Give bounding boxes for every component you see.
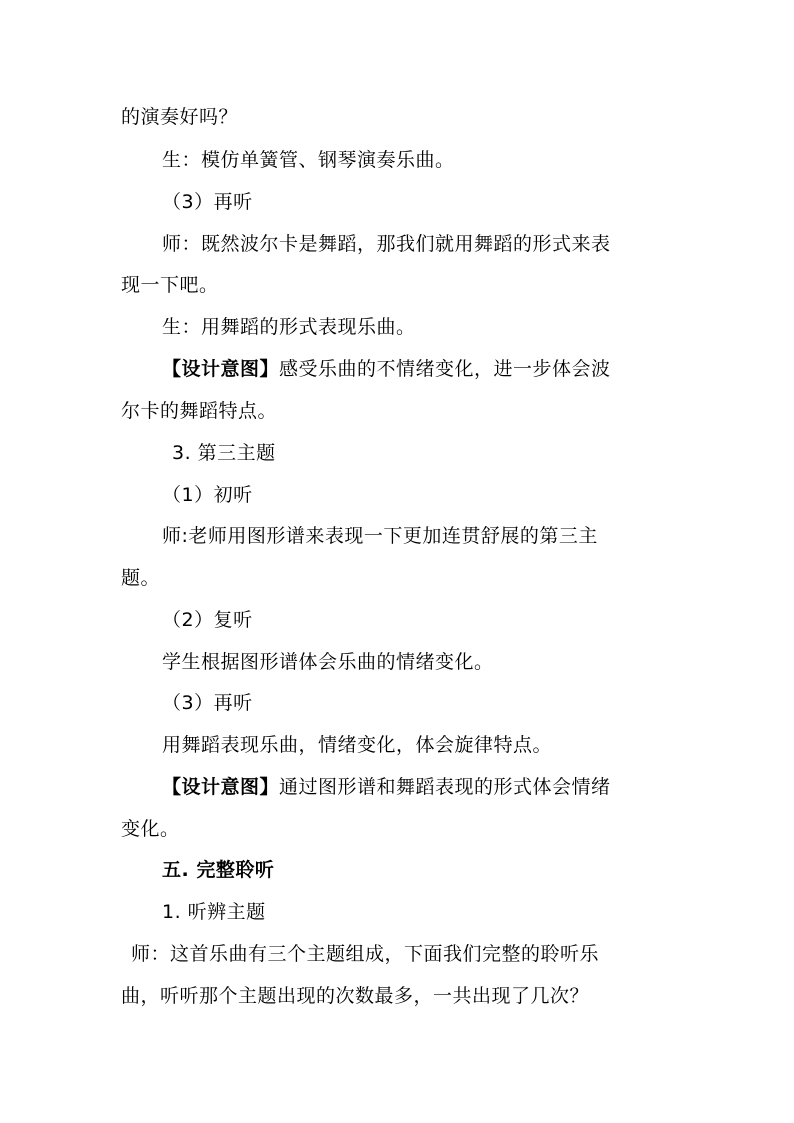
text-line-18: 变化。 <box>121 818 180 840</box>
text-line-8: 尔卡的舞蹈特点。 <box>121 400 278 422</box>
design-intent-line-2 <box>162 774 611 800</box>
text-line-5: 现一下吧。 <box>121 274 219 296</box>
text-line-4: 师：既然波尔卡是舞蹈，那我们就用舞蹈的形式来表 <box>162 233 611 255</box>
text-line-11: 师:老师用图形谱来表现一下更加连贯舒展的第三主 <box>162 525 598 547</box>
design-intent-text: 通过图形谱和舞蹈表现的形式体会情绪 <box>279 776 611 798</box>
design-intent-label: 【设计意图】 <box>162 358 280 380</box>
text-line-1: 的演奏好吗？ <box>121 106 239 128</box>
text-line-10: （1）初听 <box>162 484 253 506</box>
text-line-12: 题。 <box>121 567 161 589</box>
text-line-15: （3）再听 <box>162 692 253 714</box>
text-line-13: （2）复听 <box>162 609 253 631</box>
text-line-21: 师：这首乐曲有三个主题组成，下面我们完整的聆听乐 <box>131 943 600 965</box>
text-line-3: （3）再听 <box>162 191 253 213</box>
section-heading-5: 五. 完整聆听 <box>162 859 275 881</box>
text-line-14: 学生根据图形谱体会乐曲的情绪变化。 <box>162 651 494 673</box>
design-intent-text: 感受乐曲的不情绪变化，进一步体会波 <box>279 358 611 380</box>
text-line-2: 生：模仿单簧管、钢琴演奏乐曲。 <box>162 149 455 171</box>
text-line-16: 用舞蹈表现乐曲，情绪变化，体会旋律特点。 <box>162 734 553 756</box>
design-intent-line-1 <box>162 356 611 382</box>
text-line-22: 曲，听听那个主题出现的次数最多，一共出现了几次？ <box>121 985 590 1007</box>
subsection-heading-1: 1. 听辨主题 <box>162 901 266 923</box>
section-heading-3: 3. 第三主题 <box>172 442 276 464</box>
text-line-6: 生：用舞蹈的形式表现乐曲。 <box>162 316 416 338</box>
design-intent-label: 【设计意图】 <box>162 776 280 798</box>
